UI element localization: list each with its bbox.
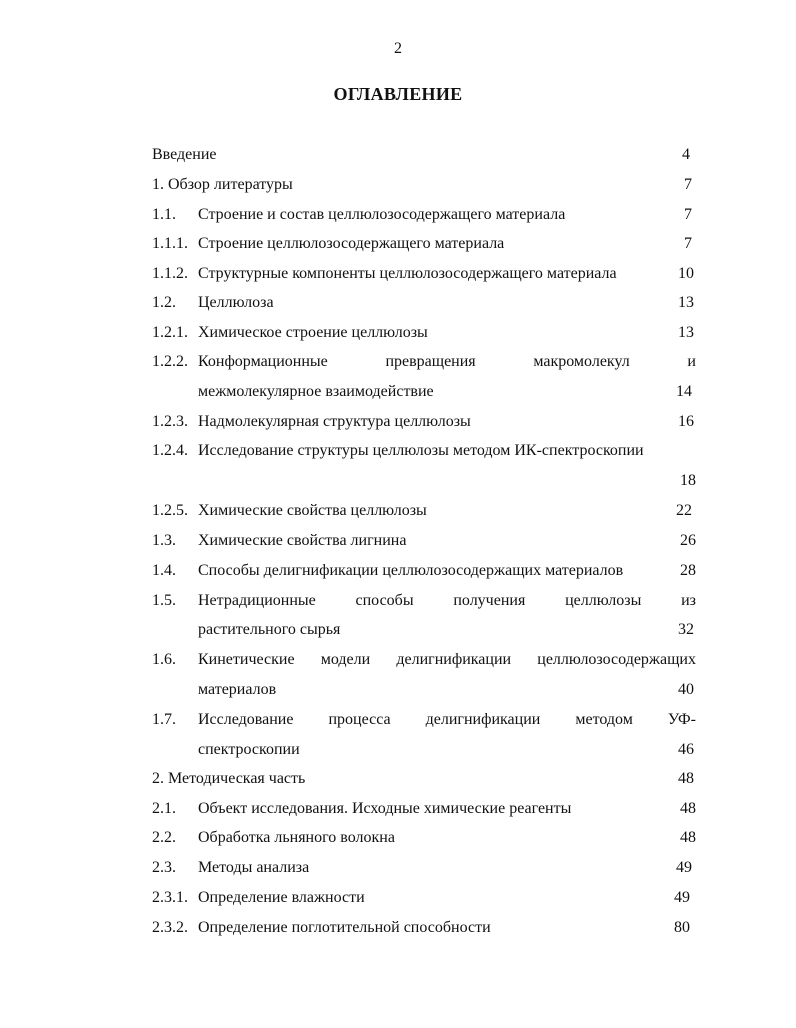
toc-page: 16: [678, 413, 694, 430]
toc-entry-continuation: материалов: [198, 681, 277, 698]
toc-page: 13: [678, 294, 694, 311]
page-title: ОГЛАВЛЕНИЕ: [333, 84, 463, 104]
toc-page: 13: [678, 324, 694, 341]
toc-entry-2-2[interactable]: Обработка льняного волокна: [198, 829, 395, 846]
toc-num: 1.2.: [152, 294, 176, 311]
toc-num: 1.7.: [152, 711, 176, 728]
toc-entry-1-4[interactable]: Способы делигнификации целлюлозосодержащих материалов: [198, 562, 624, 579]
toc-num: 1.1.: [152, 206, 176, 223]
toc-page: 7: [684, 206, 692, 223]
page-number: 2: [394, 40, 402, 57]
toc-entry-1-2[interactable]: Целлюлоза: [198, 294, 274, 311]
toc-page: 14: [676, 383, 692, 400]
toc-entry-1-1[interactable]: Строение и состав целлюлозосодержащего материала: [198, 206, 566, 223]
toc-entry-continuation: межмолекулярное взаимодействие: [198, 383, 434, 400]
toc-num: 1.2.3.: [152, 413, 188, 430]
toc-page: 28: [680, 562, 696, 579]
toc-page: 48: [680, 829, 696, 846]
toc-entry-2-1[interactable]: Объект исследования. Исходные химические реагенты: [198, 800, 572, 817]
toc-entry-ch2[interactable]: 2. Методическая часть: [152, 770, 306, 787]
toc-num: 2.3.2.: [152, 919, 188, 936]
toc-page: 26: [680, 532, 696, 549]
toc-page: 32: [678, 621, 694, 638]
toc-entry-ch1[interactable]: 1. Обзор литературы: [152, 176, 293, 193]
toc-num: 2.3.1.: [152, 889, 188, 906]
toc-num: 1.4.: [152, 562, 176, 579]
toc-page: 22: [676, 502, 692, 519]
toc-page: 46: [678, 741, 694, 758]
toc-page-ch1: 7: [684, 176, 692, 193]
toc-num: 2.2.: [152, 829, 176, 846]
toc-page: 10: [678, 265, 694, 282]
toc-page: 7: [684, 235, 692, 252]
toc-num: 2.1.: [152, 800, 176, 817]
toc-entry-1-2-3[interactable]: Надмолекулярная структура целлюлозы: [198, 413, 471, 430]
toc-entry-2-3-1[interactable]: Определение влажности: [198, 889, 365, 906]
toc-entry-1-1-2[interactable]: Структурные компоненты целлюлозосодержащего материала: [198, 265, 617, 282]
toc-entry-continuation: спектроскопии: [198, 741, 300, 758]
toc-page: 80: [674, 919, 690, 936]
toc-page: 49: [676, 859, 692, 876]
toc-page: 40: [678, 681, 694, 698]
toc-num: 1.3.: [152, 532, 176, 549]
toc-page: 49: [674, 889, 690, 906]
toc-entry-1-7[interactable]: Исследование процесса делигнификации методом УФ-: [198, 711, 696, 728]
toc-num: 1.2.4.: [152, 442, 188, 459]
toc-num: 2.3.: [152, 859, 176, 876]
toc-page-intro: 4: [682, 146, 690, 163]
toc-num: 1.2.2.: [152, 353, 188, 370]
toc-entry-2-3[interactable]: Методы анализа: [198, 859, 310, 876]
toc-num: 1.2.1.: [152, 324, 188, 341]
toc-entry-1-5[interactable]: Нетрадиционные способы получения целлюлозы из: [198, 592, 696, 609]
toc-num: 1.6.: [152, 651, 176, 668]
toc-num: 1.1.2.: [152, 265, 188, 282]
toc-page: 48: [680, 800, 696, 817]
toc-entry-1-2-2[interactable]: Конформационные превращения макромолекул и: [198, 353, 696, 370]
toc-entry-1-6[interactable]: Кинетические модели делигнификации целлюлозосодержащих: [198, 651, 696, 668]
toc-num: 1.2.5.: [152, 502, 188, 519]
toc-entry-1-2-1[interactable]: Химическое строение целлюлозы: [198, 324, 428, 341]
toc-entry-1-2-5[interactable]: Химические свойства целлюлозы: [198, 502, 427, 519]
toc-num: 1.1.1.: [152, 235, 188, 252]
toc-entry-intro[interactable]: Введение: [152, 146, 217, 163]
toc-entry-1-2-4[interactable]: Исследование структуры целлюлозы методом ИК-спектроскопии: [198, 442, 644, 459]
toc-entry-continuation: растительного сырья: [198, 621, 341, 638]
toc-page-ch2: 48: [678, 770, 694, 787]
toc-page: 18: [680, 472, 696, 489]
toc-entry-2-3-2[interactable]: Определение поглотительной способности: [198, 919, 491, 936]
toc-num: 1.5.: [152, 592, 176, 609]
toc-entry-1-3[interactable]: Химические свойства лигнина: [198, 532, 407, 549]
toc-entry-1-1-1[interactable]: Строение целлюлозосодержащего материала: [198, 235, 505, 252]
